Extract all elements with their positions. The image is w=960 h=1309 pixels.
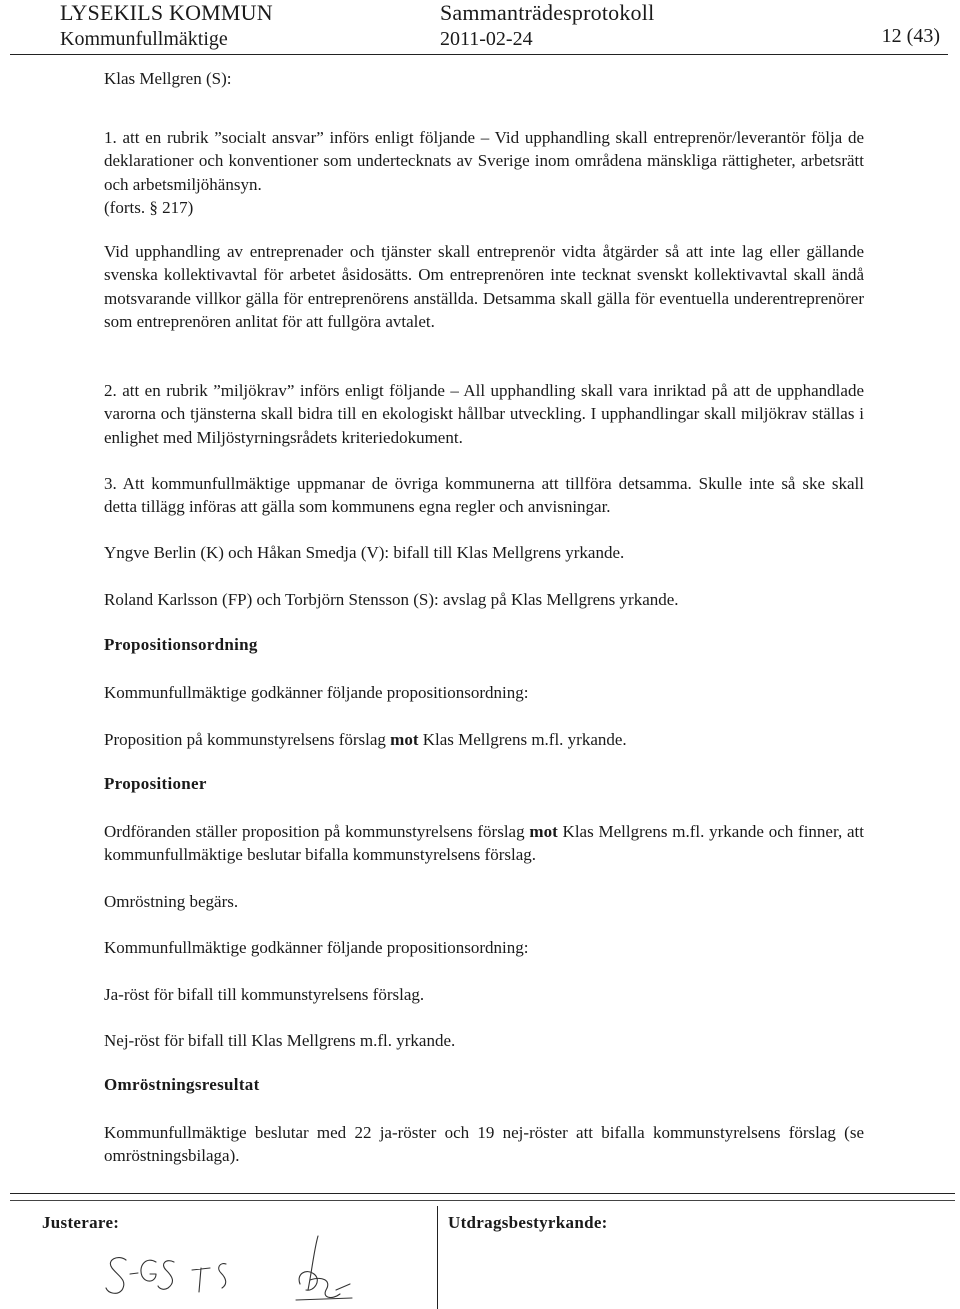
chair-text-end: Klas Mellgrens m.fl. yrkande och finner, att kommunfullmäktige beslutar bifalla kommunstyrelsens förslag.	[104, 822, 865, 865]
no-vote-definition: Nej-röst för bifall till Klas Mellgrens m.fl. yrkande.	[104, 1031, 456, 1050]
approval-order-1: Kommunfullmäktige godkänner följande propositionsordning:	[104, 683, 529, 702]
proposition-line	[104, 728, 864, 751]
procurement-paragraph: Vid upphandling av entreprenader och tjänster skall entreprenör vidta åtgärder så att inte lag eller gällande svenska kollektivavtal för arbetet åsidosätts. Om entreprenören inte tecknat svenskt kollektivavtal skall ändå motsvarande villkor gälla för entreprenörens anställda. Detsamma skall gälla för eventuella underentreprenörer som entreprenören anlitat för att fullgöra avtalet.	[104, 242, 864, 331]
header-middle	[440, 0, 820, 52]
committee-name: Kommunfullmäktige	[60, 28, 228, 50]
proposition-text-end: Klas Mellgrens m.fl. yrkande.	[418, 730, 627, 749]
footer-divider-top	[10, 1193, 955, 1194]
header-left	[60, 0, 390, 52]
approval-order-2: Kommunfullmäktige godkänner följande propositionsordning:	[104, 938, 529, 957]
motion-item-1: 1. att en rubrik ”socialt ansvar” införs enligt följande – Vid upphandling skall entreprenör/leverantör följa de deklarationer och konventioner som undertecknats av Sverige inom områdena mänskliga rättigheter, arbetsrätt och arbetsmiljöhänsyn.	[104, 128, 864, 194]
chair-mot: mot	[529, 822, 558, 841]
support-statement: Yngve Berlin (K) och Håkan Smedja (V): bifall till Klas Mellgrens yrkande.	[104, 543, 625, 562]
yes-vote-definition: Ja-röst för bifall till kommunstyrelsens förslag.	[104, 985, 425, 1004]
speaker-line: Klas Mellgren (S):	[104, 69, 232, 88]
justerare-label: Justerare:	[42, 1213, 120, 1232]
vote-requested: Omröstning begärs.	[104, 892, 239, 911]
chair-proposition	[104, 820, 864, 867]
municipality-name: LYSEKILS KOMMUN	[60, 0, 273, 25]
heading-propositionsordning: Propositionsordning	[104, 635, 258, 654]
vote-result: Kommunfullmäktige beslutar med 22 ja-röster och 19 nej-röster att bifalla kommunstyrelsens förslag (se omröstningsbilaga).	[104, 1123, 864, 1166]
signature-initials-image	[100, 1230, 400, 1305]
proposition-mot: mot	[390, 730, 419, 749]
chair-text-start: Ordföranden ställer proposition på kommunstyrelsens förslag	[104, 822, 530, 841]
rejection-statement: Roland Karlsson (FP) och Torbjörn Stensson (S): avslag på Klas Mellgrens yrkande.	[104, 590, 679, 609]
footer-column-divider	[437, 1206, 438, 1309]
footer-divider-bottom	[10, 1200, 955, 1201]
motion-item-3: 3. Att kommunfullmäktige uppmanar de övriga kommunerna att tillföra detsamma. Skulle inte så ske skall detta tillägg införas att gälla som kommunens egna regler och anvisningar.	[104, 474, 864, 517]
header-divider	[10, 54, 948, 55]
motion-item-2: 2. att en rubrik ”miljökrav” införs enligt följande – All upphandling skall vara inriktad på att de upphandlade varorna och tjänsterna skall bidra till en ekologiskt hållbar utveckling. I upphandlingar skall miljökrav ställas i enlighet med Miljöstyrningsrådets kriteriedokument.	[104, 381, 864, 447]
document-type: Sammanträdesprotokoll	[440, 0, 655, 25]
heading-omrostningsresultat: Omröstningsresultat	[104, 1075, 260, 1094]
proposition-text-start: Proposition på kommunstyrelsens förslag	[104, 730, 391, 749]
utdragsbestyrkande-label: Utdragsbestyrkande:	[448, 1213, 608, 1232]
continuation-reference: (forts. § 217)	[104, 198, 194, 217]
page-number: 12 (43)	[881, 25, 940, 47]
heading-propositioner: Propositioner	[104, 774, 207, 793]
meeting-date: 2011-02-24	[440, 28, 533, 50]
